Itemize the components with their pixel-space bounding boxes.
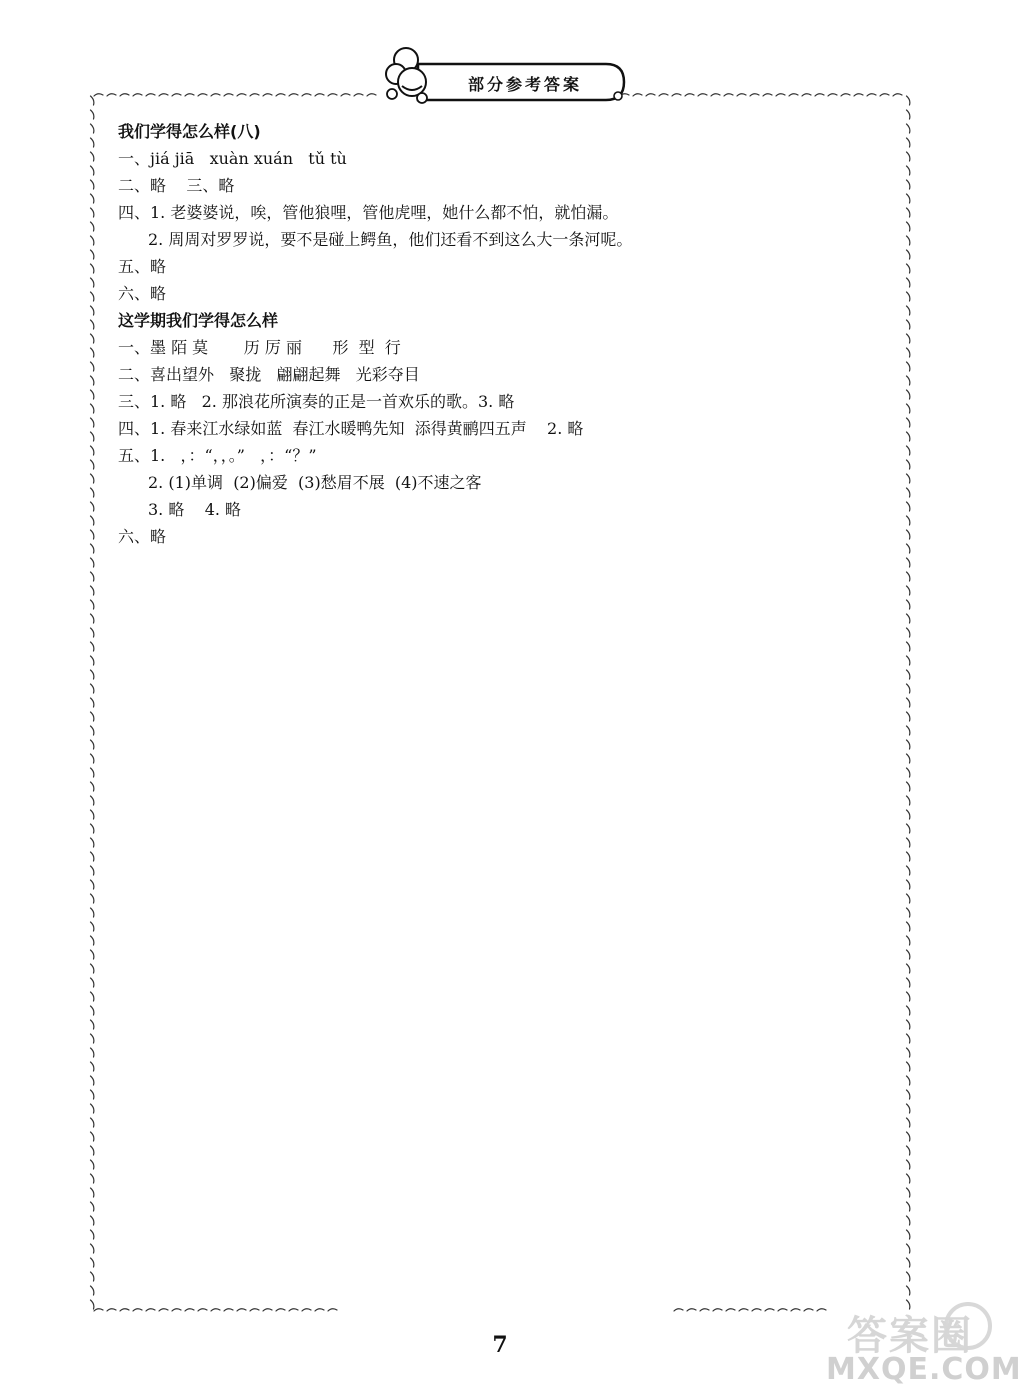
answer-line: 五、略 xyxy=(118,257,167,276)
watermark-en: MXQE.COM xyxy=(826,1352,1022,1387)
section-1 xyxy=(118,118,878,307)
answer-line: 六、略 xyxy=(118,284,167,303)
answer-line: 三、1. 略 2. 那浪花所演奏的正是一首欢乐的歌。3. 略 xyxy=(118,392,515,411)
answer-line: 五、1. ，：“，，。” ，：“？” xyxy=(118,446,317,465)
answer-line: 四、1. 老婆婆说，唉，管他狼哩，管他虎哩，她什么都不怕，就怕漏。 xyxy=(118,203,619,222)
section-heading: 这学期我们学得怎么样 xyxy=(118,311,279,330)
answer-line: 二、略 三、略 xyxy=(118,176,235,195)
answer-line: 3. 略 4. 略 xyxy=(148,500,242,519)
answer-line: 四、1. 春来江水绿如蓝 春江水暖鸭先知 添得黄鹂四五声 2. 略 xyxy=(118,419,584,438)
answer-line: 一、墨 陌 莫 历 厉 丽 形 型 行 xyxy=(118,338,401,357)
answer-content xyxy=(118,118,878,550)
watermark-cn: 答案圈 xyxy=(847,1313,973,1359)
section-2 xyxy=(118,307,878,550)
answer-line: 一、jiá jiā xuàn xuán tǔ tù xyxy=(118,149,347,168)
header-title: 部分参考答案 xyxy=(467,75,582,94)
page-number: 7 xyxy=(492,1332,508,1358)
answer-line: 2. (1)单调 (2)偏爱 (3)愁眉不展 (4)不速之客 xyxy=(148,473,482,492)
answer-line: 二、喜出望外 聚拢 翩翩起舞 光彩夺目 xyxy=(118,365,420,384)
answer-line: 2. 周周对罗罗说，要不是碰上鳄鱼，他们还看不到这么大一条河呢。 xyxy=(148,230,633,249)
answer-line: 六、略 xyxy=(118,527,167,546)
section-heading: 我们学得怎么样(八) xyxy=(118,122,261,141)
